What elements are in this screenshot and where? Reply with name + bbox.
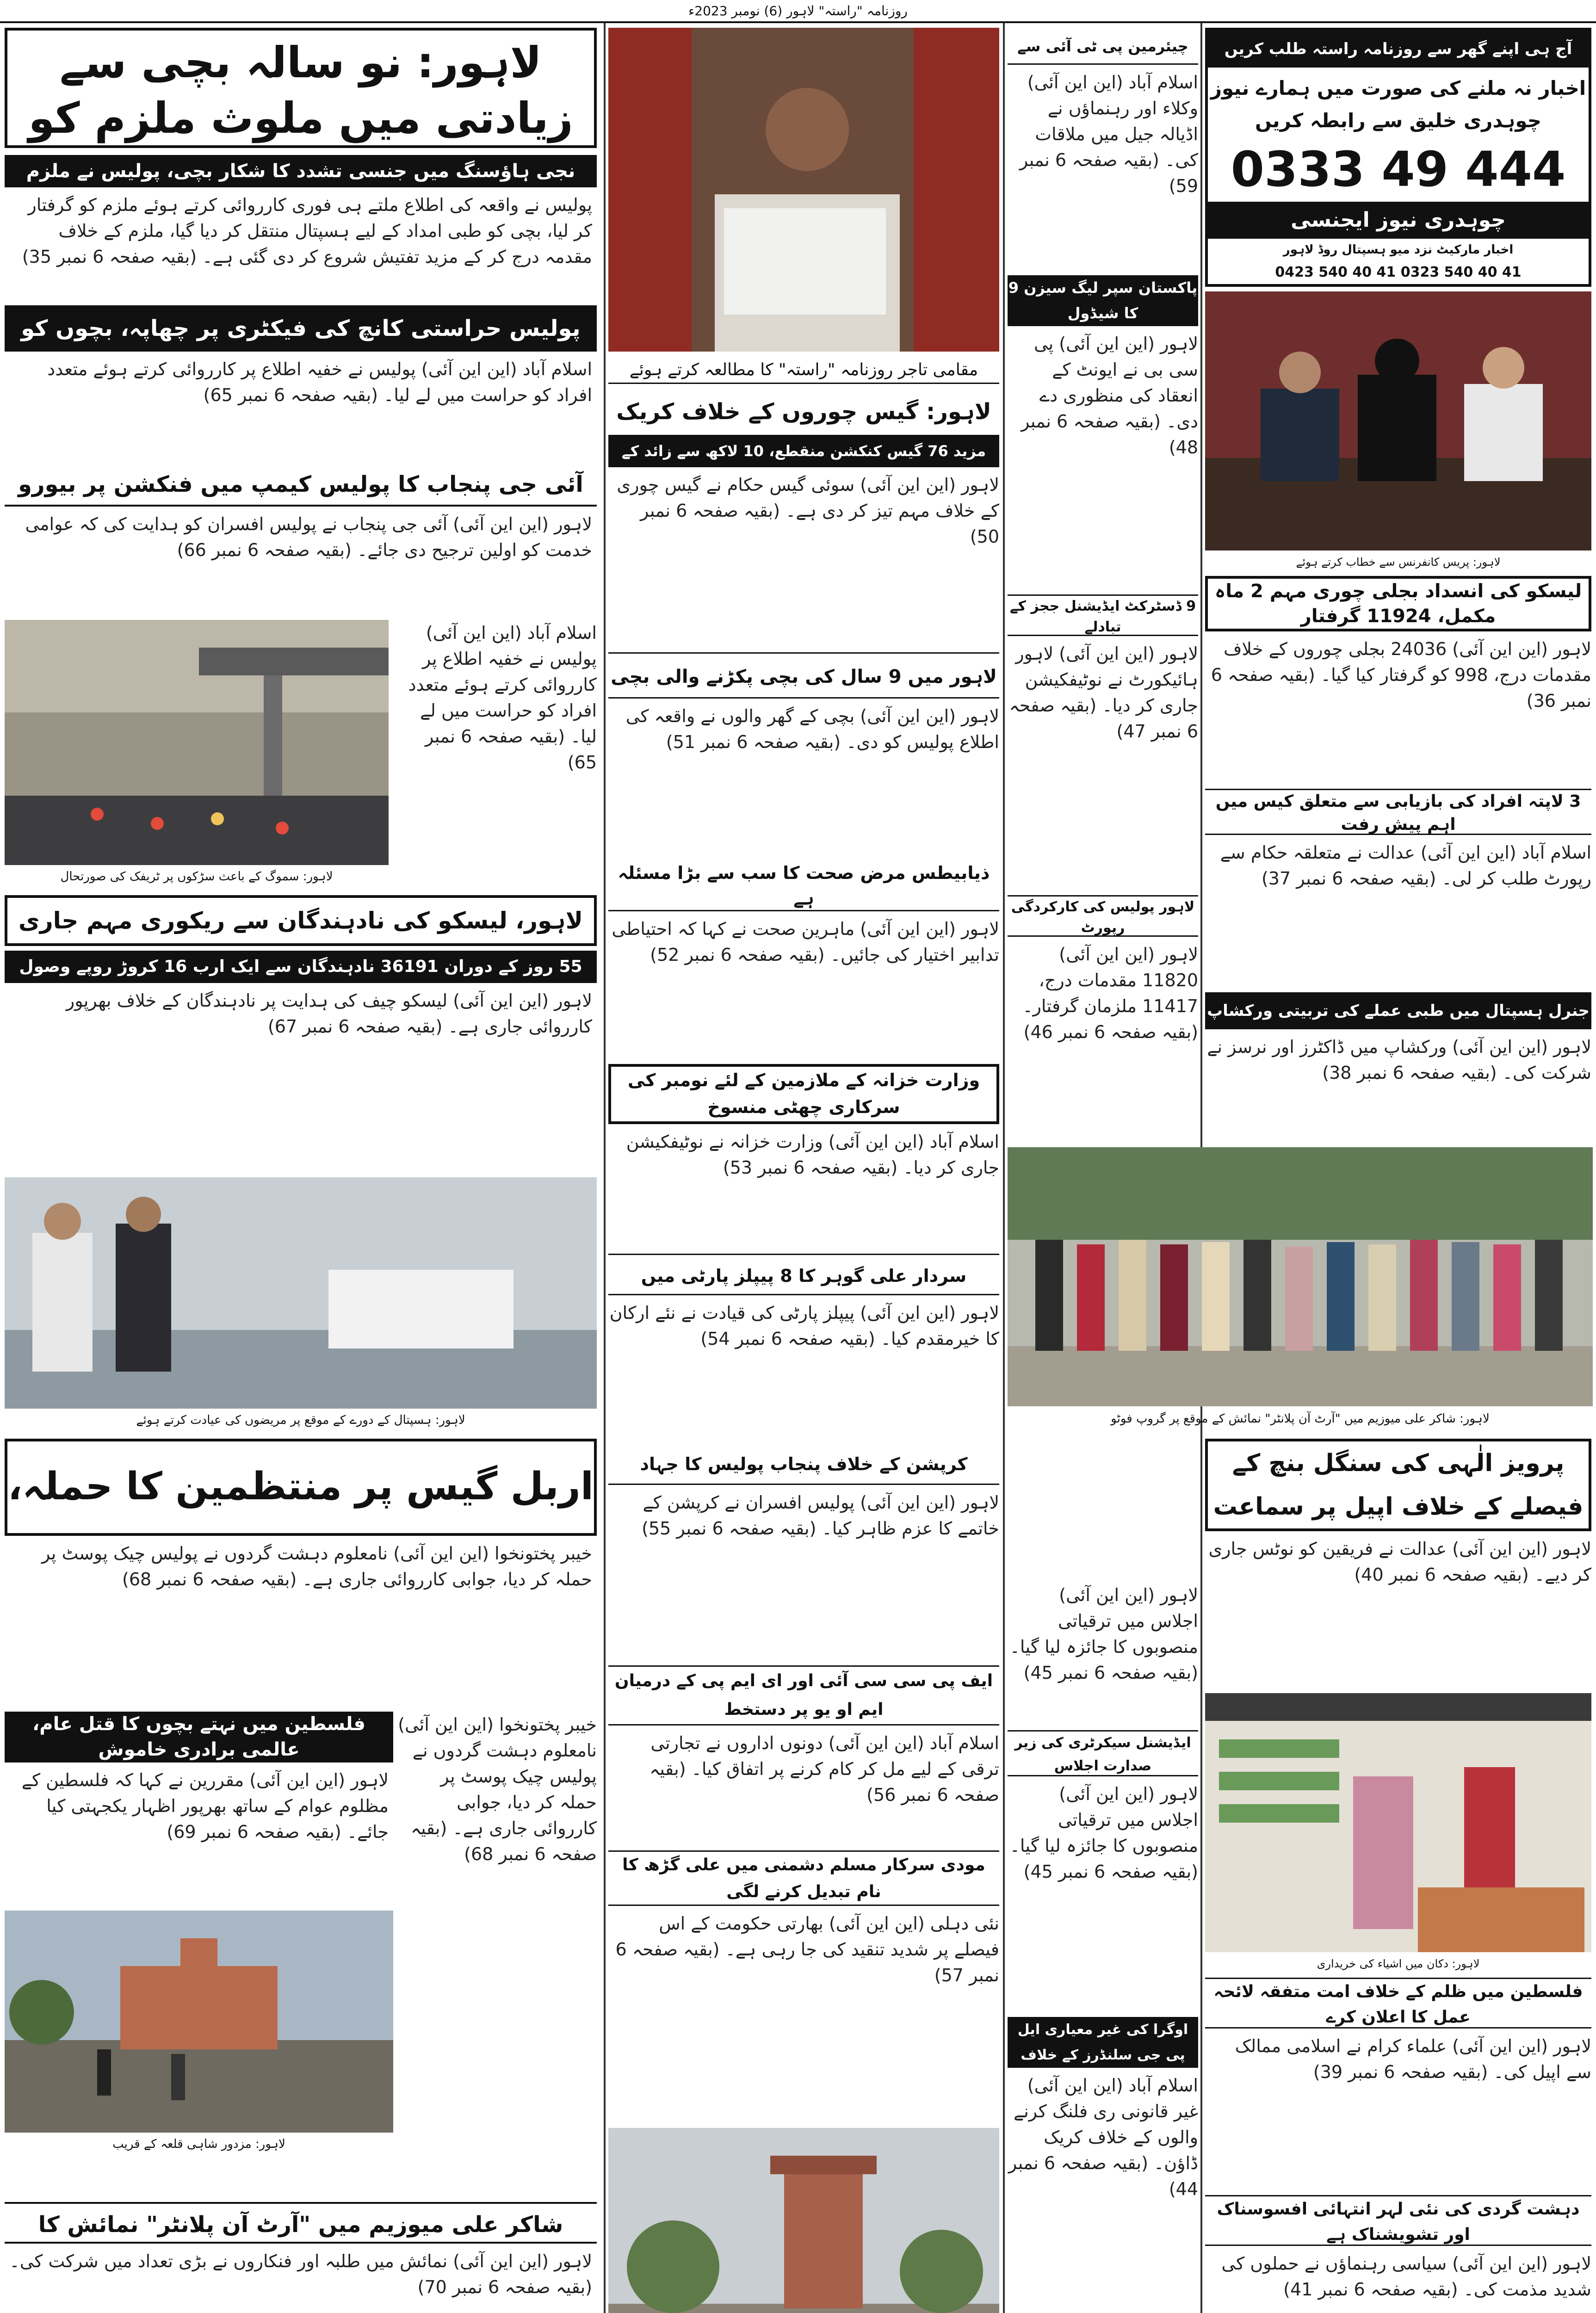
story-text: لاہور (این این آئی) پیپلز پارٹی کی قیادت نے نئے ارکان کا خیرمقدم کیا۔ (بقیہ صفحہ 6 نمبر 54) — [609, 1303, 999, 1349]
ad-address: اخبار مارکیٹ نزد میو ہسپتال روڈ لاہور — [1283, 243, 1514, 257]
shalimar-garden-photo — [608, 2128, 999, 2313]
story-text: اسلام آباد (این این آئی) غیر قانونی ری فلنگ کرنے والوں کے خلاف کریک ڈاؤن۔ (بقیہ صفحہ 6 نمبر 44) — [1008, 2075, 1198, 2199]
story-headline: پولیس حراستی کانچ کی فیکٹری پر چھاپہ، بچوں کو — [5, 305, 597, 352]
ad-top-line: آج ہی اپنے گھر سے روزنامہ راستہ طلب کریں — [1208, 31, 1589, 68]
lead-headline: لاہور: نو سالہ بچی سے زیادتی میں ملوث ملزم کو — [5, 28, 597, 148]
story-text: خیبر پختونخوا (این این آئی) نامعلوم دہشت گردوں نے پولیس چیک پوسٹ پر حملہ کر دیا، جوابی کارروائی جاری ہے۔ (بقیہ صفحہ 6 نمبر 68) — [398, 1714, 597, 1864]
news-agent-ad — [1205, 28, 1591, 287]
story-headline: 9 ڈسٹرکٹ ایڈیشنل ججز کے تبادلے — [1008, 594, 1198, 636]
story-headline: مودی سرکار مسلم دشمنی میں علی گڑھ کا نام تبدیل کرنے لگی — [608, 1850, 999, 1906]
story-text: لاہور (این این آئی) 24036 بجلی چوروں کے خلاف مقدمات درج، 998 کو گرفتار کیا گیا۔ (بقیہ صفحہ 6 نمبر 36) — [1211, 639, 1591, 711]
lead-subheadline: نجی ہاؤسنگ میں جنسی تشدد کا شکار بچی، پولیس نے ملزم — [5, 155, 597, 187]
story-text: لاہور (این این آئی) 11820 مقدمات درج، 11417 ملزمان گرفتار۔ (بقیہ صفحہ 6 نمبر 46) — [1022, 944, 1198, 1042]
story-headline: اوگرا کی غیر معیاری ایل پی جی سلنڈرز کے خلاف — [1008, 2017, 1198, 2068]
story-headline: لاہور پولیس کی کارکردگی رپورٹ — [1008, 895, 1198, 937]
story-headline: ایڈیشنل سیکرٹری کی زیر صدارت اجلاس — [1008, 1730, 1198, 1776]
story-headline: کرپشن کے خلاف پنجاب پولیس کا جہاد — [608, 1443, 999, 1485]
hospital-visit-photo — [5, 1177, 597, 1409]
street-scene-photo — [5, 1911, 393, 2133]
smog-traffic-photo — [5, 620, 389, 865]
story-text: اسلام آباد (این این آئی) پولیس نے خفیہ اطلاع پر کارروائی کرتے ہوئے متعدد افراد کو حراست میں لے لیا۔ (بقیہ صفحہ 6 نمبر 65) — [408, 623, 597, 773]
story-text: لاہور (این این آئی) سوئی گیس حکام نے گیس چوری کے خلاف مہم تیز کر دی ہے۔ (بقیہ صفحہ 6 نمبر 50) — [617, 475, 999, 547]
story-headline: فلسطین میں نہتے بچوں کا قتل عام، عالمی برادری خاموش — [5, 1712, 393, 1763]
story-text: لاہور (این این آئی) لاہور ہائیکورٹ نے نوٹیفکیشن جاری کر دیا۔ (بقیہ صفحہ 6 نمبر 47) — [1009, 643, 1198, 742]
story-headline: آئی جی پنجاب کا پولیس کیمپ میں فنکشن پر بیورو — [5, 463, 597, 507]
group-photo — [1008, 1147, 1593, 1406]
story-text: لاہور (این این آئی) پی سی بی نے ایونٹ کے انعقاد کی منظوری دے دی۔ (بقیہ صفحہ 6 نمبر 48) — [1021, 334, 1198, 458]
story-text: اسلام آباد (این این آئی) پولیس نے خفیہ اطلاع پر کارروائی کرتے ہوئے متعدد افراد کو حراست میں لے لیا۔ (بقیہ صفحہ 6 نمبر 65) — [47, 359, 592, 405]
story-text: لاہور (این این آئی) نمائش میں طلبہ اور فنکاروں نے بڑی تعداد میں شرکت کی۔ (بقیہ صفحہ 6 نمبر 70) — [9, 2251, 592, 2297]
story-text: لاہور (این این آئی) عدالت نے فریقین کو نوٹس جاری کر دیے۔ (بقیہ صفحہ 6 نمبر 40) — [1208, 1539, 1591, 1585]
ad-name: چوہدری خلیق سے رابطہ کریں — [1255, 109, 1541, 132]
story-text: اسلام آباد (این این آئی) وکلاء اور رہنماؤں نے اڈیالہ جیل میں ملاقات کی۔ (بقیہ صفحہ 6 نمبر 59) — [1019, 72, 1198, 196]
story-headline: دہشت گردی کی نئی لہر انتہائی افسوسناک اور تشویشناک ہے — [1205, 2195, 1591, 2246]
story-text: لاہور (این این آئی) لیسکو چیف کی ہدایت پر نادہندگان کے خلاف بھرپور کارروائی جاری ہے۔ (بقیہ صفحہ 6 نمبر 67) — [66, 990, 592, 1037]
story-text: لاہور (این این آئی) سیاسی رہنماؤں نے حملوں کی شدید مذمت کی۔ (بقیہ صفحہ 6 نمبر 41) — [1221, 2253, 1591, 2300]
story-headline: ایف پی سی سی آئی اور ای ایم پی کے درمیان ایم او یو پر دستخط — [608, 1665, 999, 1725]
photo-caption: لاہور: مزدور شاہی قلعہ کے قریب — [112, 2137, 285, 2151]
column-divider — [604, 23, 606, 2313]
masthead-rule — [0, 21, 1596, 23]
story-headline: لاہور: گیس چوروں کے خلاف کریک — [616, 399, 991, 425]
photo-caption: لاہور: شاکر علی میوزیم میں "آرٹ آن پلانٹر" نمائش کے موقع پر گروپ فوٹو — [1111, 1412, 1490, 1426]
story-headline: اربل گیس پر منتظمین کا حملہ، — [5, 1439, 597, 1536]
story-text: لاہور (این این آئی) اجلاس میں ترقیاتی منصوبوں کا جائزہ لیا گیا۔ (بقیہ صفحہ 6 نمبر 45) — [1009, 1784, 1198, 1882]
story-headline: شاکر علی میوزیم میں "آرٹ آن پلانٹر" نمائش کا — [5, 2202, 597, 2244]
story-headline: 3 لاپتہ افراد کی بازیابی سے متعلق کیس میں اہم پیش رفت — [1205, 789, 1591, 835]
story-headline: جنرل ہسپتال میں طبی عملے کی تربیتی ورکشاپ — [1205, 992, 1591, 1029]
story-headline: پرویز الٰہی کی سنگل بنچ کے فیصلے کے خلاف اپیل پر سماعت — [1205, 1439, 1591, 1531]
story-headline: سردار علی گوہر کا 8 پیپلز پارٹی میں — [608, 1254, 999, 1295]
story-text: اسلام آباد (این این آئی) عدالت نے متعلقہ حکام سے رپورٹ طلب کر لی۔ (بقیہ صفحہ 6 نمبر 37) — [1220, 842, 1591, 889]
shop-photo — [1205, 1693, 1591, 1952]
story-headline: ذیابیطس مرض صحت کا سب سے بڑا مسئلہ ہے — [608, 860, 999, 911]
ad-contact: 0423 540 40 41 0323 540 40 41 — [1275, 264, 1522, 280]
reader-photo — [608, 28, 999, 352]
story-text: لاہور (این این آئی) آئی جی پنجاب نے پولیس افسران کو ہدایت کی کہ عوامی خدمت کو اولین ترجیح دی جائے۔ (بقیہ صفحہ 6 نمبر 66) — [25, 514, 592, 560]
ad-phone: 0333 49 444 — [1231, 141, 1566, 198]
story-text: اسلام آباد (این این آئی) وزارت خزانہ نے نوٹیفکیشن جاری کر دیا۔ (بقیہ صفحہ 6 نمبر 53) — [626, 1132, 999, 1178]
story-headline: چیئرمین پی ٹی آئی سے — [1008, 28, 1198, 65]
ad-body: اخبار نہ ملنے کی صورت میں ہمارے نیوز — [1210, 77, 1586, 99]
story-text: نئی دہلی (این این آئی) بھارتی حکومت کے اس فیصلے پر شدید تنقید کی جا رہی ہے۔ (بقیہ صفحہ 6 نمبر 57) — [615, 1913, 999, 1985]
photo-caption: لاہور: دکان میں اشیاء کی خریداری — [1317, 1957, 1480, 1970]
story-text: خیبر پختونخوا (این این آئی) نامعلوم دہشت گردوں نے پولیس چیک پوسٹ پر حملہ کر دیا، جوابی کارروائی جاری ہے۔ (بقیہ صفحہ 6 نمبر 68) — [41, 1543, 592, 1589]
column-divider — [1003, 23, 1005, 2313]
story-headline: لاہور میں 9 سال کی بچی پکڑنے والی بچی — [608, 652, 999, 699]
photo-caption: لاہور: سموگ کے باعث سڑکوں پر ٹریفک کی صورتحال — [60, 870, 333, 884]
photo-caption: لاہور: پریس کانفرنس سے خطاب کرتے ہوئے — [1296, 556, 1501, 569]
photo-caption: لاہور: ہسپتال کے دورے کے موقع پر مریضوں کی عیادت کرتے ہوئے — [136, 1413, 465, 1427]
story-subheadline: 55 روز کے دوران 36191 نادہندگان سے ایک ارب 16 کروڑ روپے وصول — [5, 951, 597, 983]
story-text: لاہور (این این آئی) ماہرین صحت نے کہا کہ احتیاطی تدابیر اختیار کی جائیں۔ (بقیہ صفحہ 6 نمبر 52) — [612, 919, 999, 965]
story-text: لاہور (این این آئی) اجلاس میں ترقیاتی منصوبوں کا جائزہ لیا گیا۔ (بقیہ صفحہ 6 نمبر 45) — [1009, 1585, 1198, 1683]
story-text: لاہور (این این آئی) مقررین نے کہا کہ فلسطین کے مظلوم عوام کے ساتھ بھرپور اظہار یکجہتی کیا جائے۔ (بقیہ صفحہ 6 نمبر 69) — [21, 1770, 389, 1842]
dateline: روزنامہ "راستہ" لاہور (6) نومبر 2023ء — [688, 3, 908, 19]
story-text: لاہور (این این آئی) علماء کرام نے اسلامی ممالک سے اپیل کی۔ (بقیہ صفحہ 6 نمبر 39) — [1235, 2036, 1591, 2082]
ad-agency: چوہدری نیوز ایجنسی — [1208, 202, 1589, 239]
story-text: لاہور (این این آئی) پولیس افسران نے کرپشن کے خاتمے کا عزم ظاہر کیا۔ (بقیہ صفحہ 6 نمبر 55) — [642, 1492, 999, 1539]
press-conference-photo — [1205, 291, 1591, 550]
story-headline: وزارت خزانہ کے ملازمین کے لئے نومبر کی سرکاری چھٹی منسوخ — [608, 1064, 999, 1124]
story-text: لاہور (این این آئی) بچی کے گھر والوں نے واقعہ کی اطلاع پولیس کو دی۔ (بقیہ صفحہ 6 نمبر 51) — [625, 706, 999, 752]
story-headline: پاکستان سپر لیگ سیزن 9 کا شیڈول — [1008, 275, 1198, 326]
story-headline: فلسطین میں ظلم کے خلاف امت متفقہ لائحہ عمل کا اعلان کرے — [1205, 1978, 1591, 2029]
story-text: لاہور (این این آئی) ورکشاپ میں ڈاکٹرز اور نرسز نے شرکت کی۔ (بقیہ صفحہ 6 نمبر 38) — [1207, 1037, 1591, 1083]
story-headline: لاہور، لیسکو کی نادہندگان سے ریکوری مہم جاری — [5, 895, 597, 946]
photo-caption: مقامی تاجر روزنامہ "راستہ" کا مطالعہ کرتے ہوئے — [608, 356, 999, 384]
story-headline: لیسکو کی انسداد بجلی چوری مہم 2 ماہ مکمل، 11924 گرفتار — [1205, 576, 1591, 631]
story-subheadline: مزید 76 گیس کنکشن منقطع، 10 لاکھ سے زائد کے — [608, 435, 999, 467]
lead-story-text: پولیس نے واقعہ کی اطلاع ملتے ہی فوری کارروائی کرتے ہوئے ملزم کو گرفتار کر لیا، بچی کو طبی امداد کے لیے ہسپتال منتقل کر دیا گیا، ملزم کے خلاف مقدمہ درج کر کے مزید تفتیش شروع کر دی گئی ہے۔ (بقیہ صفحہ 6 نمبر 35) — [22, 195, 592, 267]
story-text: اسلام آباد (این این آئی) دونوں اداروں نے تجارتی ترقی کے لیے مل کر کام کرنے پر اتفاق کیا۔ (بقیہ صفحہ 6 نمبر 56) — [650, 1733, 999, 1805]
